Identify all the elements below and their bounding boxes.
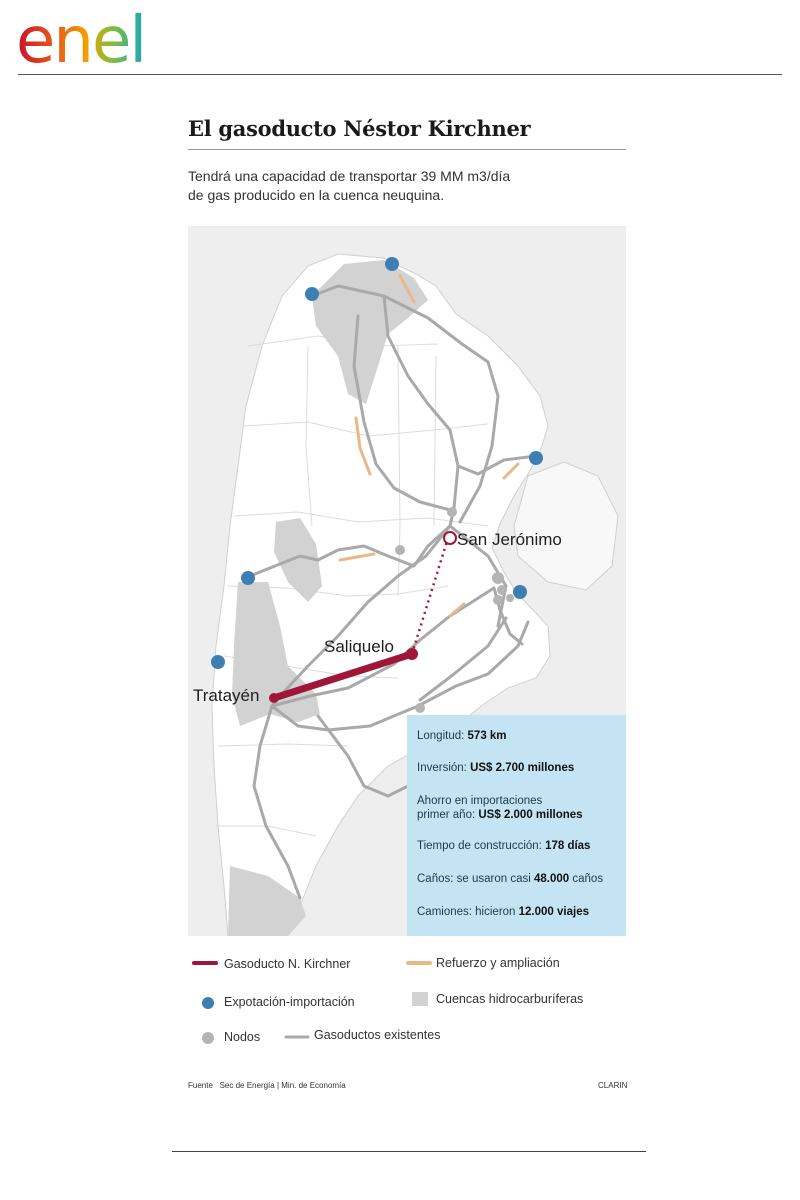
- legend-swatch-existentes: [284, 1032, 310, 1042]
- fact-camiones: [417, 905, 589, 919]
- legend-swatch-gasoducto: [192, 958, 218, 968]
- fact-longitud: [417, 729, 507, 743]
- fact-ahorro-label-1: Ahorro en importaciones: [417, 795, 543, 807]
- legend-swatch-refuerzo: [406, 958, 432, 968]
- fact-longitud-label: Longitud:: [417, 730, 465, 742]
- fact-inversion: [417, 761, 574, 775]
- footer-divider: [172, 1151, 646, 1152]
- legend-existentes-label: Gasoductos existentes: [314, 1028, 441, 1042]
- fact-inversion-value: US$ 2.700 millones: [470, 762, 575, 774]
- subtitle-line-2: de gas producido en la cuenca neuquina.: [188, 187, 445, 203]
- export-point: [305, 287, 319, 301]
- legend-swatch-exportacion: [201, 996, 215, 1010]
- fact-camiones-value: 12.000 viajes: [518, 906, 589, 918]
- infographic-title: El gasoducto Néstor Kirchner: [188, 116, 531, 141]
- node: [506, 594, 514, 602]
- node: [395, 545, 405, 555]
- city-label-tratayen: Tratayén: [193, 686, 260, 705]
- fact-tiempo: [417, 839, 590, 853]
- footer-source-text: Sec de Energía | Min. de Economía: [219, 1081, 346, 1090]
- tratayen-marker: [269, 693, 279, 703]
- fact-ahorro-label-2: primer año:: [417, 809, 476, 821]
- infographic-subtitle: [188, 167, 608, 205]
- saliquelo-marker: [406, 648, 418, 660]
- legend-gasoducto-label: Gasoducto N. Kirchner: [224, 957, 351, 971]
- fact-canos-value: 48.000: [534, 873, 570, 885]
- legend-nodos-label: Nodos: [224, 1030, 261, 1044]
- fact-canos-label: Caños: se usaron casi: [417, 873, 531, 885]
- fact-ahorro: [417, 794, 583, 822]
- logo-text: enel: [16, 4, 146, 68]
- fact-camiones-label: Camiones: hicieron: [417, 906, 516, 918]
- export-point: [385, 257, 399, 271]
- footer-source: [188, 1081, 346, 1090]
- legend-swatch-cuencas: [411, 991, 429, 1007]
- export-point: [513, 585, 527, 599]
- city-label-saliquelo: Saliquelo: [324, 637, 394, 656]
- subtitle-line-1: Tendrá una capacidad de transportar 39 MM m3/día: [188, 168, 511, 184]
- export-point: [241, 571, 255, 585]
- header-divider: [18, 74, 782, 75]
- title-divider: [188, 149, 626, 150]
- legend-refuerzo-label: Refuerzo y ampliación: [436, 956, 560, 970]
- node: [447, 507, 457, 517]
- city-label-san-jeronimo: San Jerónimo: [457, 530, 562, 549]
- legend-swatch-nodos: [201, 1031, 215, 1045]
- legend-cuencas-label: Cuencas hidrocarburíferas: [436, 992, 584, 1006]
- node: [493, 595, 503, 605]
- fact-inversion-label: Inversión:: [417, 762, 467, 774]
- facts-box: [407, 715, 626, 936]
- node: [497, 585, 507, 595]
- export-point: [211, 655, 225, 669]
- export-point: [529, 451, 543, 465]
- footer-credit: CLARIN: [598, 1081, 628, 1090]
- san-jeronimo-marker: [444, 532, 456, 544]
- node: [492, 572, 504, 584]
- fact-longitud-value: 573 km: [467, 730, 507, 742]
- fact-tiempo-value: 178 días: [545, 840, 591, 852]
- fact-canos-suffix: caños: [572, 873, 604, 885]
- fact-ahorro-value: US$ 2.000 millones: [478, 809, 583, 821]
- legend-exportacion-label: Expotación-importación: [224, 995, 355, 1009]
- enel-logo: [16, 2, 186, 68]
- footer-source-label: Fuente: [188, 1081, 213, 1090]
- fact-tiempo-label: Tiempo de construcción:: [417, 840, 542, 852]
- node: [415, 703, 425, 713]
- fact-canos: [417, 872, 603, 886]
